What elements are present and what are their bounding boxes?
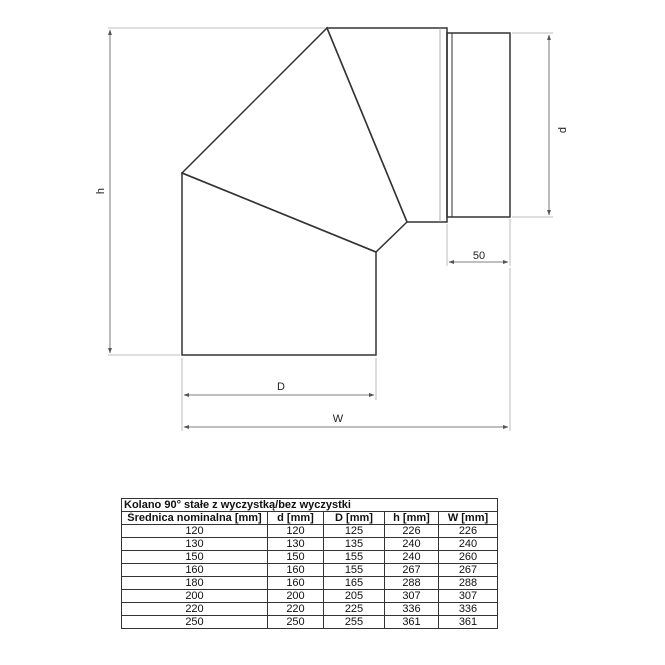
table-cell: 361 (385, 616, 439, 629)
dimension-h (95, 28, 325, 355)
table-cell: 267 (439, 564, 498, 577)
table-cell: 307 (385, 590, 439, 603)
table-cell: 250 (268, 616, 324, 629)
table-cell: 200 (268, 590, 324, 603)
dimension-collar (447, 219, 510, 266)
table-cell: 267 (385, 564, 439, 577)
table-cell: 220 (122, 603, 268, 616)
elbow-outline (182, 28, 510, 355)
dimension-W (182, 268, 510, 431)
table-cell: 225 (324, 603, 385, 616)
column-header: Średnica nominalna [mm] (122, 512, 268, 525)
table-cell: 120 (122, 525, 268, 538)
table-cell: 226 (385, 525, 439, 538)
table-cell: 307 (439, 590, 498, 603)
dimension-h-label: h (95, 187, 107, 195)
table-cell: 361 (439, 616, 498, 629)
table-cell: 288 (385, 577, 439, 590)
column-header: W [mm] (439, 512, 498, 525)
table-cell: 240 (439, 538, 498, 551)
table-header-row (122, 512, 498, 525)
column-header: D [mm] (324, 512, 385, 525)
column-header: d [mm] (268, 512, 324, 525)
elbow-collar (447, 33, 510, 217)
table-cell: 155 (324, 551, 385, 564)
table-cell: 240 (385, 551, 439, 564)
table-caption: Kolano 90° stałe z wyczystką/bez wyczystki (122, 499, 498, 512)
table-cell: 205 (324, 590, 385, 603)
table-row (122, 525, 498, 538)
table-cell: 226 (439, 525, 498, 538)
table-row (122, 590, 498, 603)
table-cell: 250 (122, 616, 268, 629)
table-cell: 220 (268, 603, 324, 616)
table-row (122, 616, 498, 629)
table-row (122, 564, 498, 577)
table-cell: 160 (268, 564, 324, 577)
table-row (122, 551, 498, 564)
elbow-bottom-segment (182, 173, 376, 355)
table-cell: 260 (439, 551, 498, 564)
table-cell: 120 (268, 525, 324, 538)
dimension-d-label: d (557, 126, 569, 134)
table-row (122, 538, 498, 551)
table-cell: 336 (439, 603, 498, 616)
table-cell: 288 (439, 577, 498, 590)
column-header: h [mm] (385, 512, 439, 525)
table-cell: 336 (385, 603, 439, 616)
dimension-table (121, 498, 498, 629)
dimension-d (512, 33, 569, 217)
table-cell: 165 (324, 577, 385, 590)
table-cell: 180 (122, 577, 268, 590)
elbow-top-segment (327, 28, 447, 222)
dimension-W-label: W (332, 413, 344, 425)
table-cell: 255 (324, 616, 385, 629)
table-row (122, 577, 498, 590)
table-cell: 150 (122, 551, 268, 564)
table-cell: 160 (268, 577, 324, 590)
table-cell: 130 (122, 538, 268, 551)
table-caption-row (122, 499, 498, 512)
table-cell: 160 (122, 564, 268, 577)
table-cell: 130 (268, 538, 324, 551)
dimension-collar-label: 50 (472, 250, 486, 262)
table-cell: 135 (324, 538, 385, 551)
table-row (122, 603, 498, 616)
table-cell: 240 (385, 538, 439, 551)
dimension-D (182, 358, 376, 400)
table-cell: 150 (268, 551, 324, 564)
dimension-D-label: D (277, 381, 285, 393)
table-cell: 125 (324, 525, 385, 538)
table-cell: 200 (122, 590, 268, 603)
table-cell: 155 (324, 564, 385, 577)
